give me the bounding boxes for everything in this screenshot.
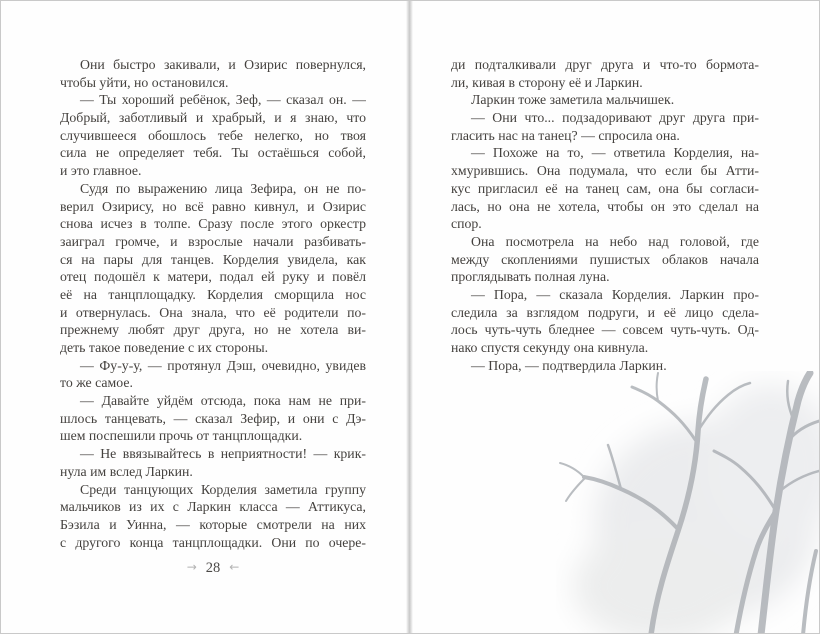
text-line: — Похоже на то, — ответила Корделия, на- (471, 145, 759, 161)
text-line: спор. (451, 216, 482, 232)
text-line: ди подталкивали друг друга и что-то бормота- (451, 57, 759, 72)
text-line: Она посмотрела на небо над головой, где (471, 233, 759, 249)
tree-branches-illustration (556, 371, 820, 634)
text-line: случившееся обошлось тебе нелегко, но твоя (60, 127, 366, 143)
text-line: Добрый, заботливый и храбрый, и я знаю, что (60, 110, 366, 126)
text-line: и это главное. (60, 163, 142, 179)
text-line: кус пригласил её на танец сам, она бы согласи- (451, 180, 759, 196)
text-line: прежнему любят друг друга, но не хотела ви- (60, 322, 366, 338)
text-line: Ларкин тоже заметила мальчишек. (471, 92, 675, 108)
text-line: — Ты хороший ребёнок, Зеф, — сказал он. — (80, 92, 366, 108)
text-line: сила не определяет тебя. Ты остаёшься собой, (60, 145, 366, 161)
text-line: ли, кивая в сторону её и Ларкин. (451, 74, 643, 90)
page-number: 28 (205, 560, 221, 576)
text-line: — Давайте уйдём отсюда, пока нам не при- (80, 393, 366, 409)
text-line: шем поспешили прочь от танцплощадки. (60, 428, 303, 444)
text-line: Судя по выражению лица Зефира, он не по- (80, 180, 366, 196)
text-line: — Они что... подзадоривают друг друга при- (471, 110, 759, 126)
text-line: верил Озирису, но всё равно кивнул, и Озирис (60, 198, 366, 214)
text-line: — Пора, — подтвердила Ларкин. (471, 357, 667, 373)
text-line: Среди танцующих Корделия заметила группу (80, 481, 366, 497)
text-line: шлось танцевать, — сказал Зефир, и они с Дэ- (60, 410, 366, 426)
text-line: Бэзила и Уинна, — которые смотрели на них (60, 516, 366, 532)
left-page-text (60, 56, 366, 551)
text-line: деть такое поведение с их стороны. (60, 340, 269, 355)
text-line: отец подошёл к матери, подал ей руку и повёл (60, 269, 366, 285)
footer-left-arrow-ornament-icon: → (186, 560, 197, 574)
text-line: и отвернулась. Она знала, что её родители по- (60, 304, 366, 320)
page-gutter (406, 1, 413, 633)
text-line: нако спустя секунду она кивнула. (451, 340, 649, 355)
text-line: Они быстро закивали, и Озирис повернулся, (80, 57, 366, 72)
text-line: гласить нас на танец? — спросила она. (451, 127, 680, 143)
text-line: — Не ввязывайтесь в неприятности! — крик- (80, 446, 366, 462)
text-line: мальчиков из их с Ларкин класса — Аттикуса, (60, 499, 366, 515)
text-line: заиграл громче, и взрослые начали разбивать- (60, 233, 366, 249)
right-page-text (451, 56, 759, 374)
text-line: следила за взглядом подруги, и её лицо сдела- (451, 304, 759, 320)
text-line: проглядывать полная луна. (451, 269, 610, 285)
text-line: лась, но она не хотела, чтобы он это сделал на (451, 198, 759, 214)
text-line: её на танцплощадку. Корделия сморщила нос (60, 286, 366, 302)
footer-right-arrow-ornament-icon: ← (229, 560, 240, 574)
text-line: то же самое. (60, 375, 133, 391)
text-line: хмурившись. Она подумала, что если бы Атти- (451, 163, 759, 179)
text-line: снова исчез в толпе. Сразу после этого оркестр (60, 216, 366, 232)
text-line: ся на пары для танцев. Корделия увидела, как (60, 251, 366, 267)
text-line: с другого конца танцплощадки. Они по очере- (60, 534, 366, 550)
text-line: нула им вслед Ларкин. (60, 463, 193, 479)
page-number-footer (60, 560, 366, 577)
text-line: между скоплениями пушистых облаков начала (451, 251, 759, 267)
text-line: чтобы уйти, но остановился. (60, 74, 229, 90)
text-line: лось чуть-чуть бледнее — совсем чуть-чуть. Од- (451, 322, 759, 338)
text-line: — Пора, — сказала Корделия. Ларкин про- (471, 286, 759, 302)
text-line: — Фу-у-у, — протянул Дэш, очевидно, увидев (80, 357, 366, 373)
